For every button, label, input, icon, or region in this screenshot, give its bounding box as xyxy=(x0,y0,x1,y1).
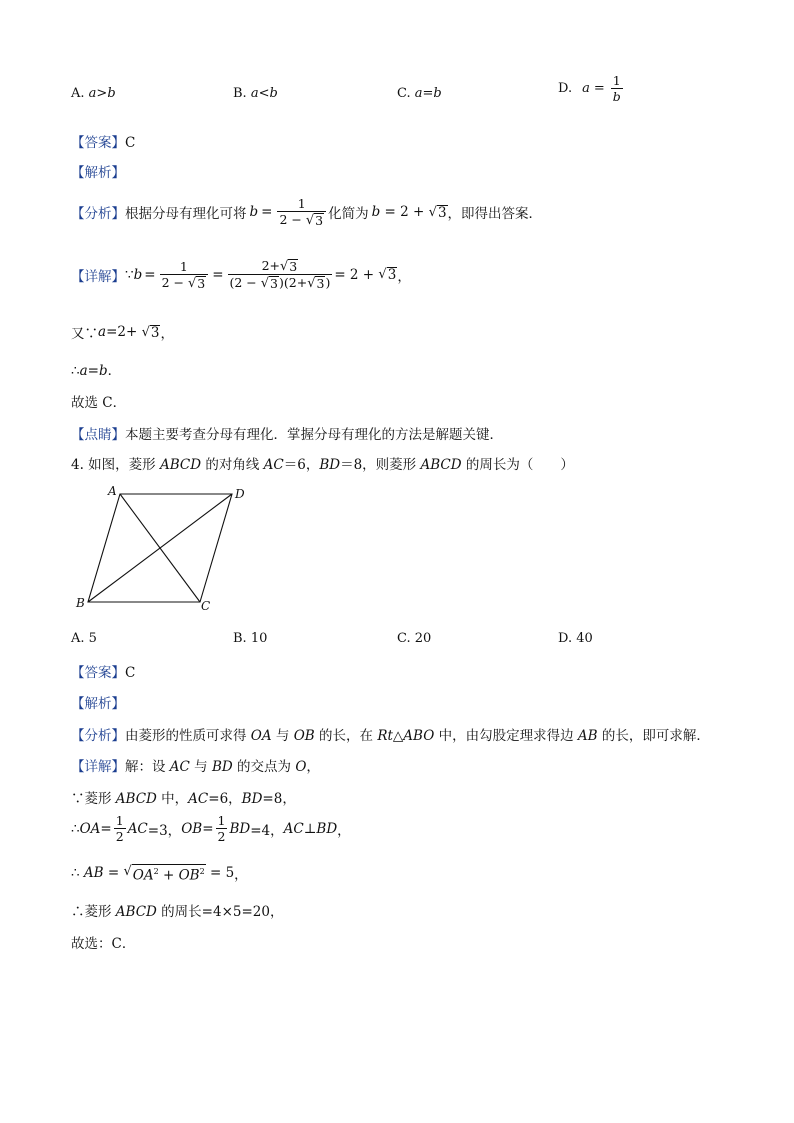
fraction xyxy=(114,813,126,844)
q4-fenxi xyxy=(71,724,710,744)
sqrt: √ 3 xyxy=(428,204,447,221)
sqrt: √ 3 xyxy=(260,276,278,291)
option-text: a>b xyxy=(88,86,116,101)
equals-sign: = xyxy=(212,266,224,283)
sqrt: √ 3 xyxy=(141,324,160,341)
punct: ， xyxy=(337,822,351,839)
var: AC xyxy=(263,457,284,473)
var: OA xyxy=(250,728,272,744)
question-number: 4. xyxy=(71,457,89,473)
xiangjie-text: 解：设 xyxy=(125,759,170,775)
radicand: 3 xyxy=(289,259,298,274)
exponent: 2 xyxy=(153,866,159,876)
q4-line-1 xyxy=(71,787,296,807)
vertex-label-a: A xyxy=(108,484,117,498)
option-label: B. xyxy=(233,631,247,646)
denominator: 2 xyxy=(217,829,226,844)
therefore-sign: ∴ xyxy=(71,363,80,379)
stem-text: ＝8，则菱形 xyxy=(340,457,421,473)
sqrt: √ 3 xyxy=(307,276,325,291)
var: AC xyxy=(127,820,148,837)
var: OA xyxy=(132,867,154,884)
q4-line-4 xyxy=(71,900,283,920)
sqrt: √ 3 xyxy=(305,213,324,228)
option-label: D. xyxy=(558,631,573,646)
fenxi-text: 与 xyxy=(271,728,294,744)
q3-answer xyxy=(71,131,135,151)
diagonal-bd xyxy=(88,494,232,602)
option-text: 40 xyxy=(576,631,593,646)
rhombus-figure xyxy=(70,482,260,617)
radicand: 3 xyxy=(150,324,160,341)
var: OB xyxy=(178,867,200,884)
q3-option-c xyxy=(397,86,442,101)
option-label: C. xyxy=(397,631,411,646)
var: ABCD xyxy=(115,904,157,920)
fraction xyxy=(611,73,623,104)
var: AB xyxy=(83,865,104,881)
line-text: 中， xyxy=(156,791,189,807)
fraction xyxy=(216,813,228,844)
line-text: =3， xyxy=(147,822,182,839)
var-a: a xyxy=(79,363,88,379)
sqrt: √ 3 xyxy=(187,275,206,291)
option-text: a=b xyxy=(414,86,442,101)
q3-choose: 故选 C． xyxy=(71,395,127,411)
option-text: 5 xyxy=(88,631,97,646)
jiexi-tag: 【解析】 xyxy=(71,696,125,712)
answer-value: C xyxy=(125,135,136,151)
var: AC xyxy=(169,759,190,775)
q4-option-b xyxy=(233,631,267,646)
dianjing-text: 本题主要考查分母有理化．掌握分母有理化的方法是解题关键． xyxy=(125,427,503,443)
option-label: A. xyxy=(71,86,85,101)
var: OB xyxy=(293,728,315,744)
therefore-sign: ∴ xyxy=(71,865,84,881)
q4-option-a xyxy=(71,631,97,646)
var: OB xyxy=(181,820,203,837)
den-text: )(2+ xyxy=(279,275,308,290)
q4-line-3 xyxy=(71,863,248,883)
denominator xyxy=(160,274,209,291)
stem-text: 的周长为（ ） xyxy=(461,457,574,473)
triangle-sign: △ xyxy=(392,728,404,744)
numerator: 1 xyxy=(179,258,188,274)
q3-jiexi xyxy=(71,161,125,181)
stem-text: 如图，菱形 xyxy=(88,457,160,473)
line-text: ∵菱形 xyxy=(71,791,116,807)
q3-option-a xyxy=(71,86,116,101)
var: ABO xyxy=(403,728,435,744)
vertex-label-c: C xyxy=(201,599,211,613)
fenxi-text: 的长，即可求解． xyxy=(597,728,710,744)
num-text: 2+ xyxy=(261,258,280,273)
var: BD xyxy=(241,791,263,807)
fenxi-text: 的长，在 xyxy=(314,728,378,744)
option-var: a xyxy=(582,81,590,96)
option-label: B. xyxy=(233,86,247,101)
var-b: b xyxy=(98,363,108,379)
therefore-sign: ∴ xyxy=(71,820,80,837)
equals-sign: = xyxy=(144,266,156,283)
q3-xiangjie xyxy=(71,258,411,291)
fenxi-text: 根据分母有理化可将 xyxy=(125,206,247,222)
sqrt: √ $OA^2 + OB^2$ xyxy=(123,863,205,884)
q3-option-b xyxy=(233,86,278,101)
var: BD xyxy=(319,457,341,473)
var-b: b xyxy=(249,204,259,220)
xiangjie-tag: 【详解】 xyxy=(71,268,125,285)
var: AB xyxy=(577,728,598,744)
radicand: 3 xyxy=(437,204,447,221)
stem-text: ＝6， xyxy=(283,457,320,473)
fraction xyxy=(160,259,209,291)
var: ABCD xyxy=(159,457,202,473)
q4-option-c xyxy=(397,631,431,646)
equals-sign: = xyxy=(593,81,605,96)
radicand: 3 xyxy=(270,276,278,291)
numerator: 1 xyxy=(115,813,124,828)
var: Rt xyxy=(377,728,393,744)
sqrt: √ 3 xyxy=(280,259,298,274)
fenxi-text: ，即得出答案． xyxy=(447,206,543,222)
numerator xyxy=(260,258,301,274)
var-a: a xyxy=(98,324,107,340)
fraction xyxy=(277,196,326,228)
jiexi-tag: 【解析】 xyxy=(71,165,125,181)
line-text: =6， xyxy=(208,791,242,807)
den-text: 2 − xyxy=(161,274,188,290)
var: AC xyxy=(188,791,209,807)
denominator: 2 xyxy=(115,829,124,844)
equals-text: = 2 + xyxy=(334,266,379,283)
denominator xyxy=(228,274,333,291)
xiangjie-text: 的交点为 xyxy=(232,759,296,775)
dianjing-tag: 【点睛】 xyxy=(71,427,125,443)
sqrt: √ 3 xyxy=(378,267,397,283)
plus-sign: + xyxy=(158,867,179,884)
fenxi-tag: 【分析】 xyxy=(71,206,125,222)
q3-line-you xyxy=(71,322,174,342)
equals-sign: = xyxy=(202,820,214,837)
line-text: =4， xyxy=(250,822,284,839)
fenxi-text: 化简为 xyxy=(328,206,369,222)
q4-stem xyxy=(71,453,574,473)
answer-tag: 【答案】 xyxy=(71,135,125,151)
punct: ， xyxy=(306,759,320,775)
equals-sign: = xyxy=(87,363,99,379)
var: BD xyxy=(211,759,233,775)
vertex-label-b: B xyxy=(76,596,85,610)
answer-value: C xyxy=(125,665,136,681)
denominator xyxy=(277,211,326,228)
equals-sign: = xyxy=(100,820,112,837)
option-text: 10 xyxy=(250,631,268,646)
answer-tag: 【答案】 xyxy=(71,665,125,681)
var-b: b xyxy=(371,204,381,220)
fraction xyxy=(228,258,333,291)
punct: ， xyxy=(160,326,174,342)
equals-sign: = xyxy=(103,865,124,881)
fenxi-eq: = 2 + xyxy=(380,204,429,220)
equals-sign: = xyxy=(261,204,273,220)
because-sign: ∵ xyxy=(125,266,134,283)
option-label: A. xyxy=(71,631,85,646)
var: ABCD xyxy=(115,791,157,807)
q3-fenxi xyxy=(71,196,542,228)
line-text: 的周长=4×5=20， xyxy=(156,904,284,920)
radicand: 3 xyxy=(316,276,325,291)
line-text: ∴菱形 xyxy=(71,904,116,920)
option-text: a<b xyxy=(250,86,278,101)
perp-sign: ⊥ xyxy=(303,820,317,837)
q3-option-d xyxy=(558,73,625,104)
option-label: D. xyxy=(558,81,573,96)
denominator: b xyxy=(612,89,621,104)
punct: ， xyxy=(234,867,248,883)
radicand xyxy=(132,864,206,883)
radicand: 3 xyxy=(197,275,206,291)
q4-answer xyxy=(71,661,135,681)
q4-option-d xyxy=(558,631,593,646)
den-text: (2 − xyxy=(229,275,261,290)
var: ABCD xyxy=(420,457,462,473)
q3-dianjing xyxy=(71,423,503,443)
var: OA xyxy=(79,820,101,837)
option-text: 20 xyxy=(414,631,432,646)
option-label: C. xyxy=(397,86,411,101)
vertex-label-d: D xyxy=(235,487,245,501)
xiangjie-tag: 【详解】 xyxy=(71,759,125,775)
punct: ． xyxy=(107,363,122,379)
radicand: 3 xyxy=(387,267,397,283)
fenxi-tag: 【分析】 xyxy=(71,728,125,744)
line-text: =2+ xyxy=(106,324,142,340)
var: AC xyxy=(283,820,304,837)
stem-text: 的对角线 xyxy=(201,457,264,473)
line-text: =8， xyxy=(262,791,296,807)
fenxi-text: 由菱形的性质可求得 xyxy=(125,728,251,744)
var: BD xyxy=(229,820,251,837)
q4-choose: 故选：C． xyxy=(71,936,136,952)
numerator: 1 xyxy=(217,813,226,828)
radicand: 3 xyxy=(315,213,324,228)
line-text: 又∵ xyxy=(71,326,98,342)
den-text: ) xyxy=(325,275,331,290)
fenxi-text: 中，由勾股定理求得边 xyxy=(434,728,578,744)
result-text: = 5 xyxy=(205,865,235,881)
punct: ， xyxy=(397,268,411,285)
var: O xyxy=(295,759,307,775)
xiangjie-text: 与 xyxy=(189,759,212,775)
exponent: 2 xyxy=(199,866,205,876)
q4-line-2 xyxy=(71,813,351,844)
q4-xiangjie xyxy=(71,755,320,775)
var: BD xyxy=(316,820,338,837)
numerator: 1 xyxy=(612,73,621,88)
q4-jiexi xyxy=(71,692,125,712)
den-text: 2 − xyxy=(279,212,306,227)
numerator: 1 xyxy=(297,196,306,211)
var-b: b xyxy=(133,266,143,283)
q3-line-therefore xyxy=(71,359,121,379)
